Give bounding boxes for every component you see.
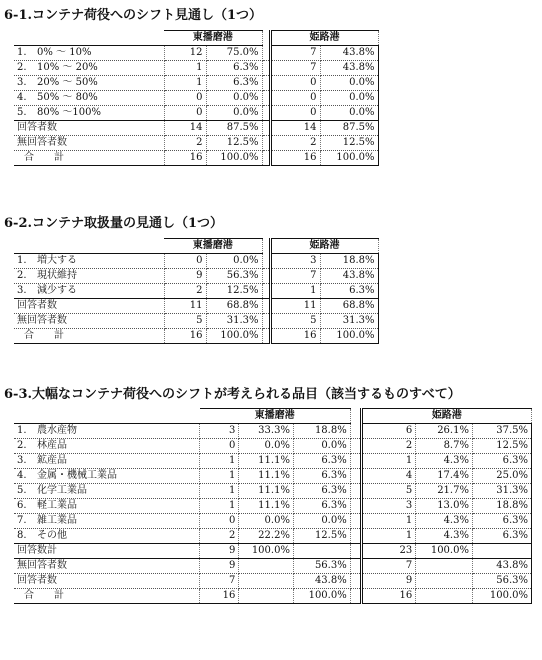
value-cell: 7 — [361, 559, 416, 574]
summary-row — [14, 121, 378, 136]
value-cell: 100.0% — [293, 589, 350, 604]
value-cell: 25.0% — [472, 469, 531, 484]
value-cell: 16 — [200, 589, 239, 604]
value-cell: 12.5% — [320, 136, 378, 151]
value-cell: 6.3% — [206, 76, 262, 91]
group-header: 東播磨港 — [164, 239, 262, 254]
item-number: 3. — [17, 455, 27, 466]
summary-row — [14, 314, 378, 329]
value-cell — [416, 559, 473, 574]
row-label-cell: 回答者数 — [14, 574, 200, 589]
item-number: 6. — [17, 500, 27, 511]
value-cell — [14, 31, 164, 46]
item-number: 2. — [17, 440, 27, 451]
table-row — [14, 76, 378, 91]
value-cell: 12.5% — [206, 284, 262, 299]
value-cell: 1 — [164, 61, 206, 76]
group-header: 姫路港 — [270, 31, 378, 46]
summary-row — [14, 559, 532, 574]
summary-row — [14, 136, 378, 151]
value-cell: 13.0% — [416, 499, 473, 514]
value-cell: 37.5% — [472, 424, 531, 439]
group-header: 姫路港 — [270, 239, 378, 254]
table-header-row — [14, 31, 378, 46]
value-cell: 6.3% — [472, 514, 531, 529]
value-cell: 33.3% — [239, 424, 294, 439]
value-cell — [350, 559, 361, 574]
value-cell: 0.0% — [320, 91, 378, 106]
value-cell: 18.8% — [472, 499, 531, 514]
value-cell: 6.3% — [472, 529, 531, 544]
total-row — [14, 589, 532, 604]
item-number: 2. — [17, 62, 27, 73]
value-cell: 43.8% — [320, 61, 378, 76]
row-label-cell: 2. 林産品 — [14, 439, 200, 454]
value-cell — [262, 284, 270, 299]
value-cell — [262, 61, 270, 76]
row-label-cell: 6. 軽工業品 — [14, 499, 200, 514]
value-cell: 0 — [164, 254, 206, 269]
value-cell: 23 — [361, 544, 416, 559]
item-number: 4. — [17, 92, 27, 103]
value-cell — [262, 91, 270, 106]
value-cell: 75.0% — [206, 46, 262, 61]
value-cell: 2 — [200, 529, 239, 544]
row-label-cell: 回答数計 — [14, 544, 200, 559]
item-number: 8. — [17, 530, 27, 541]
value-cell — [472, 544, 531, 559]
value-cell: 4.3% — [416, 529, 473, 544]
value-cell: 16 — [164, 151, 206, 166]
table-row — [14, 254, 378, 269]
row-label-cell: 3. 鉱産品 — [14, 454, 200, 469]
value-cell: 12 — [164, 46, 206, 61]
value-cell: 6.3% — [293, 454, 350, 469]
value-cell: 100.0% — [239, 544, 294, 559]
value-cell: 68.8% — [206, 299, 262, 314]
item-number: 3. — [17, 77, 27, 88]
value-cell: 0 — [270, 76, 320, 91]
value-cell: 1 — [270, 284, 320, 299]
value-cell: 0.0% — [293, 439, 350, 454]
table-row — [14, 514, 532, 529]
table-row — [14, 424, 532, 439]
value-cell — [262, 76, 270, 91]
value-cell: 11 — [270, 299, 320, 314]
table-row — [14, 106, 378, 121]
value-cell: 14 — [164, 121, 206, 136]
section-title-6-2: 6-2.コンテナ取扱量の見通し（1つ） — [4, 216, 224, 231]
value-cell: 12.5% — [293, 529, 350, 544]
value-cell: 5 — [164, 314, 206, 329]
value-cell: 3 — [270, 254, 320, 269]
value-cell: 0.0% — [293, 514, 350, 529]
value-cell: 0.0% — [206, 91, 262, 106]
value-cell: 56.3% — [472, 574, 531, 589]
value-cell: 11.1% — [239, 484, 294, 499]
value-cell — [350, 439, 361, 454]
value-cell — [14, 409, 200, 424]
item-number: 1. — [17, 47, 27, 58]
item-number: 5. — [17, 485, 27, 496]
value-cell: 1 — [200, 484, 239, 499]
value-cell: 9 — [200, 559, 239, 574]
value-cell — [262, 136, 270, 151]
value-cell — [350, 454, 361, 469]
value-cell: 5 — [270, 314, 320, 329]
table-header-row — [14, 239, 378, 254]
item-number: 1. — [17, 425, 27, 436]
row-label-cell: 5. 80% ～100% — [14, 106, 164, 121]
row-label-cell: 4. 50% ～ 80% — [14, 91, 164, 106]
row-label-cell: 2. 10% ～ 20% — [14, 61, 164, 76]
value-cell: 43.8% — [320, 269, 378, 284]
value-cell: 7 — [270, 61, 320, 76]
row-label-cell: 無回答者数 — [14, 136, 164, 151]
value-cell: 11 — [164, 299, 206, 314]
value-cell — [350, 514, 361, 529]
value-cell — [262, 121, 270, 136]
value-cell: 9 — [200, 544, 239, 559]
value-cell — [350, 484, 361, 499]
value-cell: 56.3% — [206, 269, 262, 284]
value-cell: 0.0% — [206, 254, 262, 269]
value-cell: 100.0% — [472, 589, 531, 604]
table-row — [14, 61, 378, 76]
table-row — [14, 499, 532, 514]
value-cell: 18.8% — [293, 424, 350, 439]
value-cell: 1 — [200, 469, 239, 484]
value-cell — [350, 424, 361, 439]
row-label-cell: 合 計 — [14, 151, 164, 166]
value-cell: 7 — [270, 269, 320, 284]
value-cell: 31.3% — [206, 314, 262, 329]
value-cell: 100.0% — [206, 329, 262, 344]
value-cell — [262, 151, 270, 166]
value-cell: 68.8% — [320, 299, 378, 314]
value-cell: 31.3% — [320, 314, 378, 329]
value-cell: 2 — [270, 136, 320, 151]
value-cell: 16 — [270, 151, 320, 166]
value-cell: 0 — [164, 91, 206, 106]
value-cell: 4.3% — [416, 454, 473, 469]
value-cell: 2 — [164, 284, 206, 299]
value-cell — [262, 314, 270, 329]
value-cell — [14, 239, 164, 254]
row-label-cell: 1. 0% ～ 10% — [14, 46, 164, 61]
table-row — [14, 269, 378, 284]
value-cell: 6.3% — [206, 61, 262, 76]
section-title-6-1: 6-1.コンテナ荷役へのシフト見通し（1つ） — [4, 8, 263, 23]
group-header: 東播磨港 — [164, 31, 262, 46]
item-number: 5. — [17, 107, 27, 118]
row-label-cell: 回答者数 — [14, 299, 164, 314]
row-label-cell: 2. 現状維持 — [14, 269, 164, 284]
value-cell: 11.1% — [239, 454, 294, 469]
value-cell: 11.1% — [239, 469, 294, 484]
value-cell: 3 — [361, 499, 416, 514]
value-cell — [239, 574, 294, 589]
table-6-3 — [14, 408, 532, 604]
value-cell — [350, 499, 361, 514]
value-cell: 100.0% — [320, 151, 378, 166]
row-label-cell: 3. 20% ～ 50% — [14, 76, 164, 91]
value-cell — [350, 589, 361, 604]
value-cell — [262, 106, 270, 121]
value-cell — [350, 544, 361, 559]
value-cell — [262, 31, 270, 46]
value-cell: 1 — [200, 454, 239, 469]
value-cell: 21.7% — [416, 484, 473, 499]
row-label-cell: 回答者数 — [14, 121, 164, 136]
value-cell: 43.8% — [320, 46, 378, 61]
value-cell: 0 — [270, 106, 320, 121]
table-row — [14, 454, 532, 469]
value-cell: 1 — [200, 499, 239, 514]
value-cell: 2 — [361, 439, 416, 454]
value-cell: 1 — [361, 454, 416, 469]
table-row — [14, 46, 378, 61]
value-cell: 16 — [270, 329, 320, 344]
value-cell: 26.1% — [416, 424, 473, 439]
value-cell — [350, 529, 361, 544]
value-cell — [262, 46, 270, 61]
value-cell: 16 — [361, 589, 416, 604]
value-cell: 43.8% — [293, 574, 350, 589]
table-row — [14, 529, 532, 544]
row-label-cell: 8. その他 — [14, 529, 200, 544]
value-cell — [262, 239, 270, 254]
row-label-cell: 無回答者数 — [14, 314, 164, 329]
value-cell: 43.8% — [472, 559, 531, 574]
value-cell: 18.8% — [320, 254, 378, 269]
table-row — [14, 439, 532, 454]
value-cell: 4 — [361, 469, 416, 484]
value-cell: 1 — [361, 514, 416, 529]
value-cell — [239, 559, 294, 574]
table-row — [14, 469, 532, 484]
item-number: 1. — [17, 255, 27, 266]
value-cell: 1 — [164, 76, 206, 91]
value-cell: 56.3% — [293, 559, 350, 574]
value-cell: 9 — [361, 574, 416, 589]
value-cell — [350, 409, 361, 424]
value-cell: 100.0% — [206, 151, 262, 166]
value-cell: 31.3% — [472, 484, 531, 499]
value-cell — [293, 544, 350, 559]
value-cell — [262, 269, 270, 284]
item-number: 7. — [17, 515, 27, 526]
value-cell — [262, 254, 270, 269]
value-cell: 87.5% — [320, 121, 378, 136]
value-cell: 6.3% — [293, 499, 350, 514]
value-cell: 17.4% — [416, 469, 473, 484]
value-cell — [350, 574, 361, 589]
value-cell: 0.0% — [239, 514, 294, 529]
value-cell: 0 — [200, 514, 239, 529]
group-header: 東播磨港 — [200, 409, 351, 424]
summary-row — [14, 544, 532, 559]
row-label-cell: 3. 減少する — [14, 284, 164, 299]
group-header: 姫路港 — [361, 409, 531, 424]
value-cell: 22.2% — [239, 529, 294, 544]
value-cell: 0.0% — [320, 76, 378, 91]
row-label-cell: 1. 農水産物 — [14, 424, 200, 439]
total-row — [14, 329, 378, 344]
value-cell: 0 — [270, 91, 320, 106]
value-cell: 6.3% — [320, 284, 378, 299]
value-cell: 3 — [200, 424, 239, 439]
table-header-row — [14, 409, 532, 424]
total-row — [14, 151, 378, 166]
value-cell — [416, 589, 473, 604]
value-cell — [262, 329, 270, 344]
value-cell: 6.3% — [293, 469, 350, 484]
row-label-cell: 5. 化学工業品 — [14, 484, 200, 499]
item-number: 3. — [17, 285, 27, 296]
value-cell: 0.0% — [239, 439, 294, 454]
item-number: 2. — [17, 270, 27, 281]
value-cell: 7 — [270, 46, 320, 61]
value-cell: 0.0% — [206, 106, 262, 121]
value-cell — [416, 574, 473, 589]
value-cell — [262, 299, 270, 314]
value-cell: 0 — [200, 439, 239, 454]
value-cell: 5 — [361, 484, 416, 499]
table-row — [14, 484, 532, 499]
section-title-6-3: 6-3.大幅なコンテナ荷役へのシフトが考えられる品目（該当するものすべて） — [4, 387, 461, 402]
summary-row — [14, 574, 532, 589]
row-label-cell: 1. 増大する — [14, 254, 164, 269]
table-row — [14, 91, 378, 106]
value-cell: 0.0% — [320, 106, 378, 121]
value-cell: 14 — [270, 121, 320, 136]
value-cell: 0 — [164, 106, 206, 121]
table-6-2 — [14, 238, 379, 344]
value-cell: 11.1% — [239, 499, 294, 514]
row-label-cell: 合 計 — [14, 329, 164, 344]
item-number: 4. — [17, 470, 27, 481]
value-cell: 4.3% — [416, 514, 473, 529]
value-cell: 100.0% — [320, 329, 378, 344]
summary-row — [14, 299, 378, 314]
row-label-cell: 合 計 — [14, 589, 200, 604]
value-cell — [350, 469, 361, 484]
row-label-cell: 7. 雑工業品 — [14, 514, 200, 529]
value-cell: 6 — [361, 424, 416, 439]
table-row — [14, 284, 378, 299]
value-cell: 2 — [164, 136, 206, 151]
value-cell: 87.5% — [206, 121, 262, 136]
value-cell: 8.7% — [416, 439, 473, 454]
row-label-cell: 無回答者数 — [14, 559, 200, 574]
value-cell: 1 — [361, 529, 416, 544]
value-cell: 16 — [164, 329, 206, 344]
value-cell: 7 — [200, 574, 239, 589]
value-cell: 100.0% — [416, 544, 473, 559]
value-cell: 12.5% — [472, 439, 531, 454]
value-cell: 6.3% — [472, 454, 531, 469]
value-cell: 6.3% — [293, 484, 350, 499]
value-cell: 12.5% — [206, 136, 262, 151]
value-cell — [239, 589, 294, 604]
value-cell: 9 — [164, 269, 206, 284]
table-6-1 — [14, 30, 379, 166]
row-label-cell: 4. 金属・機械工業品 — [14, 469, 200, 484]
